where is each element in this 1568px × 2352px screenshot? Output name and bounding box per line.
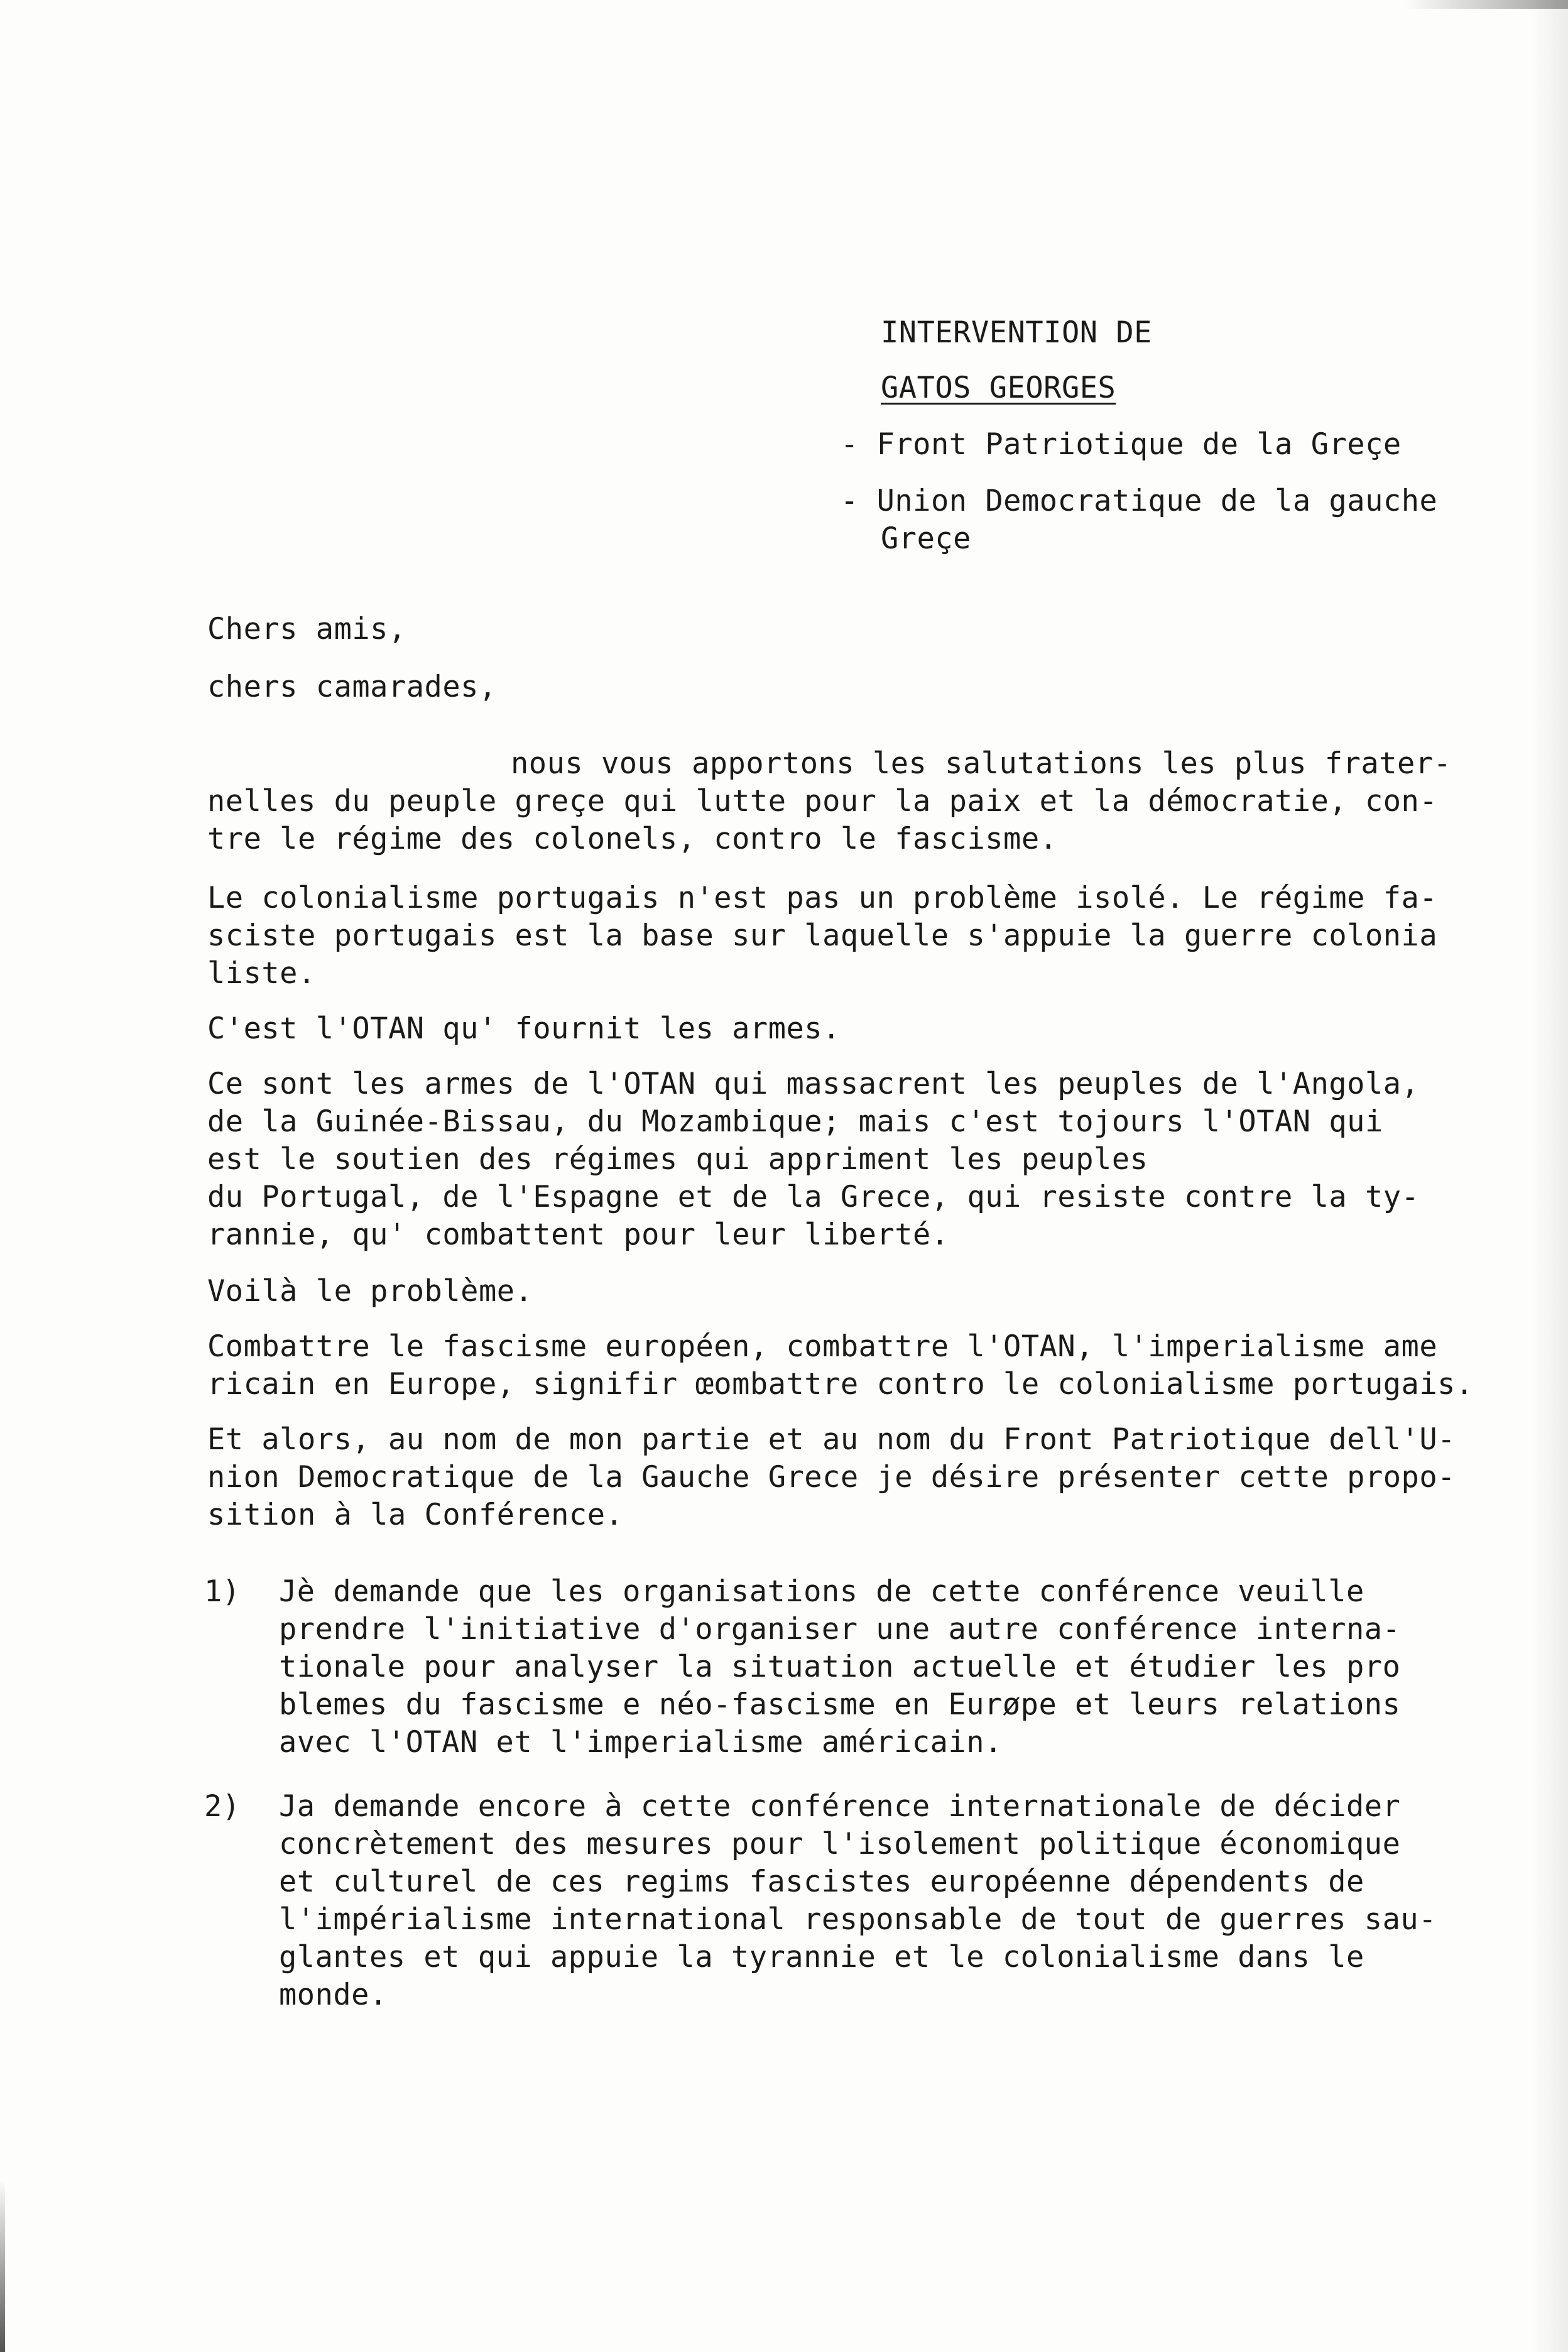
proposal-2-line: Ja demande encore à cette conférence internationale de décider [279, 1789, 1401, 1824]
proposal-2-line: concrètement des mesures pour l'isolement politique économique [279, 1827, 1401, 1861]
paragraph-1-line: nelles du peuple greçe qui lutte pour la paix et la démocratie, con- [207, 784, 1438, 819]
paragraph-5-line: Voilà le problème. [207, 1274, 533, 1309]
paragraph-4-line: du Portugal, de l'Espagne et de la Grece, qui resiste contre la ty- [207, 1180, 1420, 1214]
paragraph-6-line: Combattre le fascisme européen, combattre l'OTAN, l'imperialisme ame [207, 1329, 1438, 1364]
proposal-1-line: Jè demande que les organisations de cette conférence veuille [279, 1574, 1364, 1609]
greeting-line-1: Chers amis, [207, 612, 406, 646]
paragraph-2-line: Le colonialisme portugais n'est pas un problème isolé. Le régime fa- [207, 881, 1438, 915]
paragraph-1-line: tre le régime des colonels, contro le fascisme. [207, 822, 1058, 856]
paragraph-2-line: liste. [207, 956, 316, 991]
header-affiliation-2: - Union Democratique de la gauche [841, 484, 1438, 518]
scan-margin-shading [1530, 0, 1568, 2352]
paragraph-7-line: Et alors, au nom de mon partie et au nom du Front Patriotique dell'U- [207, 1422, 1456, 1457]
paragraph-7-line: nion Democratique de la Gauche Grece je désire présenter cette propo- [207, 1460, 1456, 1494]
proposal-1-line: tionale pour analyser la situation actuelle et étudier les pro [279, 1650, 1401, 1684]
paragraph-3-line: C'est l'OTAN qu' fournit les armes. [207, 1011, 841, 1046]
proposal-2-line: monde. [279, 1978, 388, 2012]
paragraph-2-line: sciste portugais est la base sur laquelle s'appuie la guerre colonia [207, 918, 1438, 953]
header-title-line1: INTERVENTION DE [881, 315, 1152, 350]
proposal-1-line: avec l'OTAN et l'imperialisme américain. [279, 1725, 1003, 1760]
proposal-2-line: l'impérialisme international responsable de tout de guerres sau- [279, 1902, 1437, 1937]
paragraph-4-line: est le soutien des régimes qui appriment les peuples [207, 1142, 1148, 1177]
proposal-2-line: et culturel de ces regims fascistes européenne dépendents de [279, 1865, 1364, 1899]
paragraph-4-line: de la Guinée-Bissau, du Mozambique; mais c'est tojours l'OTAN qui [207, 1104, 1383, 1139]
header-affiliation-1: - Front Patriotique de la Greçe [841, 427, 1402, 462]
paragraph-4-line: rannie, qu' combattent pour leur liberté. [207, 1217, 949, 1252]
scan-edge-mark [0, 2180, 5, 2352]
greeting-line-2: chers camarades, [207, 670, 497, 704]
proposal-2-line: glantes et qui appuie la tyrannie et le colonialisme dans le [279, 1940, 1364, 1974]
paragraph-6-line: ricain en Europe, signifir œombattre contro le colonialisme portugais. [207, 1367, 1474, 1402]
paragraph-4-line: Ce sont les armes de l'OTAN qui massacrent les peuples de l'Angola, [207, 1067, 1420, 1101]
proposal-number: 2) [204, 1789, 241, 1824]
paragraph-7-line: sition à la Conférence. [207, 1498, 624, 1532]
paragraph-1-line: nous vous apportons les salutations les plus frater- [511, 746, 1452, 781]
proposal-1-line: prendre l'initiative d'organiser une autre conférence interna- [279, 1612, 1401, 1647]
header-affiliation-2-cont: Greçe [881, 521, 971, 556]
proposal-1-line: blemes du fascisme e néo-fascisme en Eurøpe et leurs relations [279, 1687, 1401, 1722]
proposal-number: 1) [204, 1574, 241, 1609]
header-title-line2: GATOS GEORGES [881, 371, 1116, 405]
